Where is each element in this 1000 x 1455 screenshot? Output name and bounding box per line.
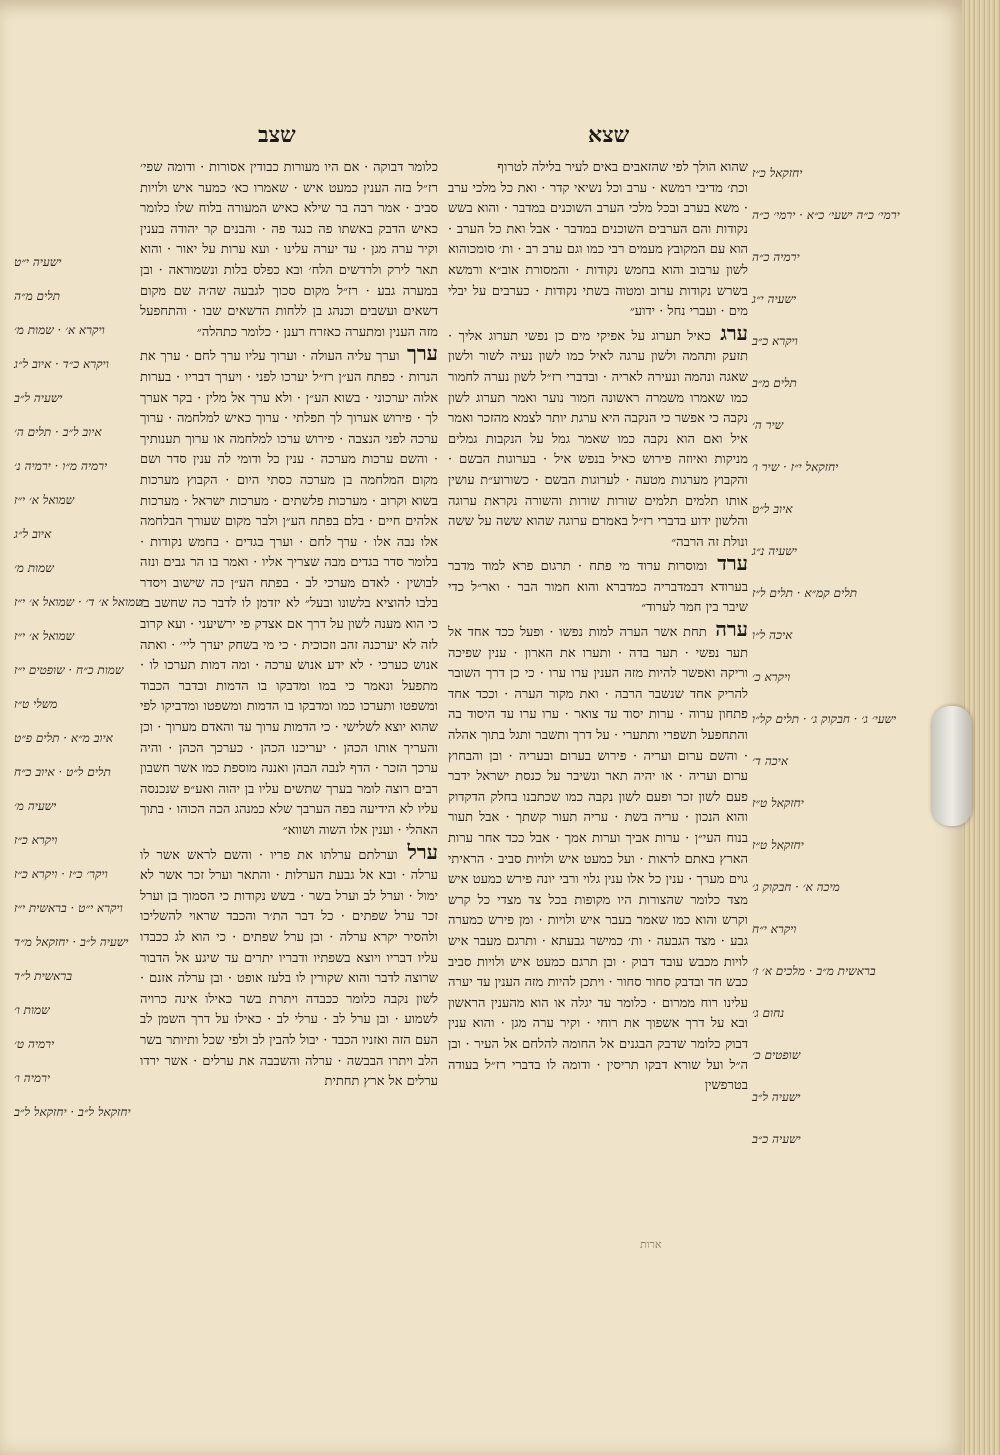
margin-reference: ויקרא כ״ב <box>752 334 798 348</box>
margin-reference: מיכה א׳ · חבקוק ג׳ <box>752 880 840 894</box>
entry-text: ומוסרות ערוד מי פתח · תרגום פרא למוד מדבר בערודא דבמדבריה כמדברא והוא חמור הבר · ואר״ל כדי שיבר בין חמר לערוד״ <box>448 559 748 616</box>
entry-headword: ערד <box>707 551 748 576</box>
text-paragraph <box>448 158 748 179</box>
margin-reference: משלי ט״ז <box>14 697 58 711</box>
dictionary-entry <box>448 553 748 619</box>
margin-reference: איוב ל״ג <box>14 527 52 541</box>
margin-reference: ישעיה ל״ב · יחזקאל מ״ד <box>14 935 129 949</box>
entry-text: כלומר דבוקה · אם היו מעורות כבודין אסורות · ודומה שפי׳ רז״ל בזה הענין כמעט איש · שאמרו כא׳ כמער איש ולויות סביב · אמר רבה בר שילא כאיש המעורה בלוח שלו כלומר כאיש הדבק באשתו פה כנגד פה · והבנים קר יהודה בענין וקיר ערה מגן · עד יערה עלינו · ועא ערות על יאור · והוא תאר לירק ולרדשים הלח׳ ובא כפלס בלות ונשמוראה · ובן במערה גבע · רז״ל מקום סכוך לגבעה שה׳ה שם מקום דשאים ועשבים וכנהג בן ללחות הדשאים שבו · והתחפעל מזה הענין ומתערה כאזרח רענן · כלומר כתהלה״ <box>140 160 438 340</box>
margin-reference: יחזקאל ל״ב · יחזקאל ל״ב <box>14 1105 131 1119</box>
text-column-right <box>448 158 748 1248</box>
margin-reference: איוב ל״ט <box>752 502 793 516</box>
margin-reference: ויקרא י״ט · בראשית י״ז <box>14 901 123 915</box>
running-head-left: שצב <box>258 122 296 148</box>
dictionary-entry <box>448 320 748 554</box>
margin-reference: תלים מ״ה <box>14 289 61 303</box>
signature-mark: ארות <box>640 1238 662 1251</box>
margin-reference: ירמיה כ״ה <box>752 250 800 264</box>
margin-reference: בראשית ל״ד <box>14 969 73 983</box>
text-column-left <box>140 158 438 1208</box>
margin-reference: שיר ה׳ <box>752 418 784 432</box>
margin-reference: שמות מ׳ <box>14 561 54 575</box>
entry-headword: ערג <box>710 320 748 345</box>
margin-reference: ויקרא כ״ד · איוב ל״ג <box>14 357 109 371</box>
margin-reference: ויקר׳ כ״ז · ויקרא כ״ז <box>14 867 108 881</box>
margin-reference: ישעי׳ ג׳ · חבקוק ג׳ · תלים קל״ו <box>752 712 897 726</box>
margin-reference: איוב מ״א · תלים פ״ט <box>14 731 113 745</box>
margin-reference: איכה ל״ו <box>752 628 793 642</box>
entry-text: וערך עליה העולה · וערוך עליו ערך לחם · ערך את הנרות · כפתח הע״ן רז״ל יערכו לפני · ויערך דבריו · בערות אלוה יערכוני · בשוא הע״ן · ולא ערך אל מלין · בקר אערך לך · פירוש אערוך לך תפלתי · ערוך כאיש למלחמה · ערוך ערכה לפני הנצבה · פירוש ערכו למלחמה או ערוך תענותיך · והשם ערכות מערכה · ענין כל ודומי לה ענין סדר ושם מקום המלחמה בן מערכה כסתי היום · הקבוץ מערכות בשוא וקרוב · מערכות פלשתים · מערכות ישראל · מערכות אלהים חיים · בלם בפתח הע״ן ולבר מקום שעורך הבלחמה אלו נבה אלו · ערך לחם · וערך בגדים · בחמש נקודות · בלומר סדר בגדים מבה שצריך אליו · ואמר בו הר גבים ונזה לבושין · לאדם מערכי לב · בפתח הע״ן כה שישוב ויסדר בלבו להוציא בלשונו ובעל״ לא יזדמן לו לדבר כה שחשב בו כי הוא מענה לשון על דרך אם אצדק פי ירשיעני · ועא קרוב לזה לא יערכנה זהב וזכוכית · כי מי בשחק יערך ליי׳ · ואתה אנוש כערכי · לא ידע אנוש ערכה · ומה דמות תערכו לו · מתפעל ונאמר כי במו ומדבקו בו הדמות ובדבר הכבוד ומשפטו ותערכו כמו ומדבקו בו הדמות ומשפטו ומדביקו לפי שהוא יוצא לשלישי · כי הדמות ערוך עד והאדם מערוך · וכן והעריך אותו הכהן · יעריכנו הכהן · כערכך הכהן · והיה ערכך הזכר · הדף לנבה הבהן ואננה מוספת כמו אשר חשבון רבים רוצה לומר בערך שתשים עליו בן יהוה ואע״פ שנכנסה עליו לא הידיעה בפה הערבך שלא כמנהג הכה הכוהו · בתוך האהלי · וענין אלו השוה ושווא״ <box>140 349 438 838</box>
margin-reference: איכה ד׳ <box>752 754 789 768</box>
text-paragraph <box>448 179 748 323</box>
margin-reference: ישעיה י״ט <box>14 255 62 269</box>
margin-reference: ישעיה מ׳ <box>14 799 57 813</box>
margin-reference: ויקרא כ׳ <box>752 670 791 684</box>
entry-text: תחת אשר הערה למות נפשו · ופעל ככד אחד אל תער נפשי · תער בדה · ותערו את הארון · ענין שפיכה וריקה ואפשר להיות מזה הענין ערו ערו · כי כן דרך השובר להריק אחד שנשבר הרבה · ואת מקור הערה · וככד אחד פתחון ערוה · ערות יסוד עד צואר · ערו ערו עד היסוד בה והתחפעל תשפרי ותתערי · על דרך ותשבר ותגל בתוך אהלה · והשם ערום ועריה · פירוש בערום ובעריה · ובן והבחוץ ערום ועריה · או יהיה תאר ונשיבר על כנסת ישראל ידבר פעם לשון זכר ופעם לשון נקבה כמו שכתבנו בחלק הדקדוק והוא הנכון · עריה בשת · עריה תעור קשתך · אבל תעור בנוח העי״ן · ערות אביך וערות אמך · אבל ככד אחר ערות הארץ באתם לראות · ועל כמעט איש ולויות סביב · הראיתי גוים מערך · ענין כל אלו ענין גלוי ורבי יונה פירש כמעט איש מצד כלומר שהצורות היו מקופות בכל צד מצדי כל קרש וקרש והוא כמו שאמר בעבר איש ולויות · ומן פירש כמערה גבע · מצד הגבעה · ות׳ כמישר גבעתא · ותרגם מעבר איש לויות מכבש עובד דבוק · ובן תרגם כמעט איש ולויות סביב כבש חד ובדבק סחור סחור · ויתכן להיות מזה הענין עד יערה עלינו רוח ממרום · כלומר עד יגלה או הוא מהענין הראשון ובא על דרך אשפוך את רוחי · וקיר ערה מגן · והוא ענין דבוק כלומר שדבק הבגנים אל החומה להלחם אל העיר · ובן ה״ל ועל שורא דבקו תריסין · ודומה לו בדברי רז״ל בעודה בטרפשין <box>448 625 748 1094</box>
entry-text: שהוא הולך לפי שהזאבים באים לעיר בלילה לטרוף <box>497 160 748 175</box>
margin-reference: איוב ל״ב · תלים ה׳ <box>14 425 102 439</box>
margin-reference: נחום ג׳ <box>752 1006 785 1020</box>
entry-headword: ערל <box>397 839 438 864</box>
margin-reference: שמואל א׳ ד׳ · שמואל א׳ י״ז <box>14 595 144 609</box>
margin-reference: תלים מ״ב <box>752 376 797 390</box>
dictionary-entry <box>448 619 748 1097</box>
margin-reference: ירמי׳ כ״ה ישעי׳ כ״א · ירמי׳ כ״ה <box>752 208 900 222</box>
margin-reference: ויקרא א׳ · שמות מ׳ <box>14 323 105 337</box>
margin-reference: ישעיה כ״ב <box>752 1132 801 1146</box>
running-head-right: שצא <box>588 122 630 148</box>
margin-reference: שופטים כ׳ <box>752 1048 801 1062</box>
margin-reference: ויקרא כ״ז <box>14 833 58 847</box>
margin-reference: תלים קמ״א · תלים ל״ז <box>752 586 858 600</box>
entry-headword: ערה <box>706 617 748 642</box>
entry-text: כאיל תערוג על אפיקי מים כן נפשי תערוג אליך · תזעק ותהמה ולשון ערגה לאיל כמו לשון נעיה לשור ולשון שאגה ונהמה ונעירה לאריה · ובדברי רז״ל לשון נערה לחמור כמו שאמרו משמרה ראשונה חמור נוער ואמר תערוג לשון נקבה כי אפשר כי הנקבה היא ערגת יותר לצמא מהזכר ואמר איל ואם הוא נקבה כמו שאמר גמל על הנקבות גמלים מניקות ואיוזה פירוש כאיל בנפש איל · בערוגות הבשם · והקבוץ מערגות מטעה · לערוגות הבשם · כשורוע״ת עושין אותו תלמים תלמים שורות שורות והשורה נקראת ערוגה והלשון ידוע בדברי רז״ל באמרם ערוגה שהוא ששה על ששה ונולת זה הרבה״ <box>448 328 748 550</box>
margin-reference: ירמיה ט׳ <box>14 1037 55 1051</box>
margin-reference: יחזקאל י״ז · שיר ו׳ <box>752 460 839 474</box>
margin-reference: תלים ל״ט · איוב כ״ח <box>14 765 111 779</box>
margin-reference: ירמיה מ״ו · ירמיה נ׳ <box>14 459 108 473</box>
margin-reference: יחזקאל ט״ז <box>752 796 804 810</box>
entry-headword: ערך <box>399 341 438 366</box>
dictionary-entry <box>140 839 438 1093</box>
text-paragraph <box>140 158 438 343</box>
margin-reference: ישעיה ל״ב <box>752 1090 801 1104</box>
margin-reference: שמואל א׳ י״ז <box>14 493 75 507</box>
dictionary-entry <box>140 343 438 841</box>
entry-text: וערלתם ערלתו את פריו · והשם לראש אשר לו ערלה · ובא אל גבעת הערלות · והתאר וערל זכר אשר לא ימול · וערל לב וערל בשר · בשש נקודות כי הסמוך בן וערל זכר ערל שפתים · כל דבר הת׳ר והכבד שראוי להשליכו ולהסיר יקרא ערלה · ובן ערל שפתים · כי הוא לג ככבדו עליו דבריו ויוצא בשפתיו ודבריו יתרים עד שיגע אל הדבור שרוצה לדבר והוא שקורין לו בלעז אופט · ובן ערלה אזנם · לשון נקבה כלומר ככבדה ויתרת בשר כאילו אינה כרויה לשמוע · ובן ערל לב · ערלי לב · כאילו על דרך השמן לב העם הזה ואזניו הכבד · יבול להבין לב ולפי שכל ותיותר בשר הלב ויתרו הבבשה · ערלה והשבבה את ערלים · אשר ירדו ערלים אל ארץ תחתית <box>140 847 438 1090</box>
page-clip <box>932 706 972 826</box>
margin-reference: שמות כ״ח · שופטים י״ז <box>14 663 124 677</box>
margin-reference: ישעיה ל״ב <box>14 391 63 405</box>
margin-reference: בראשית מ״ב · מלכים א׳ ז׳ <box>752 964 876 978</box>
margin-reference: ויקרא י״ח <box>752 922 797 936</box>
margin-reference: יחזקאל ט״ז <box>752 838 804 852</box>
margin-reference: ישעיה נ״ג <box>752 544 797 558</box>
margin-reference: שמות ו׳ <box>14 1003 50 1017</box>
margin-reference: יחזקאל כ״ז <box>752 166 803 180</box>
margin-reference: ירמיה ו׳ <box>14 1071 50 1085</box>
margin-reference: שמואל א׳ י״ז <box>14 629 75 643</box>
entry-text: וכת׳ מדיבי רמשא · ערב וכל נשיאי קדר · ואת כל מלכי ערב · משא בערב ובכל מלכי הערב השוכנים במדבר · והוא בשש נקודות והם הערבים השוכנים במדבר · אבל ואת כל הערב · הוא עם המקובץ מעמים רבי כמו וגם ערב רב · ות׳ סומכוהוא לשון ערבוב והוא בחמש נקודות · והמסורת אוב״א ורמשא בשרש נקודות ערוב ומטוה בשתי נקודות · כערבים על יבלי מים · ועברי נחל · ידוע״ <box>448 180 748 320</box>
margin-reference: ישעיה י״ג <box>752 292 797 306</box>
